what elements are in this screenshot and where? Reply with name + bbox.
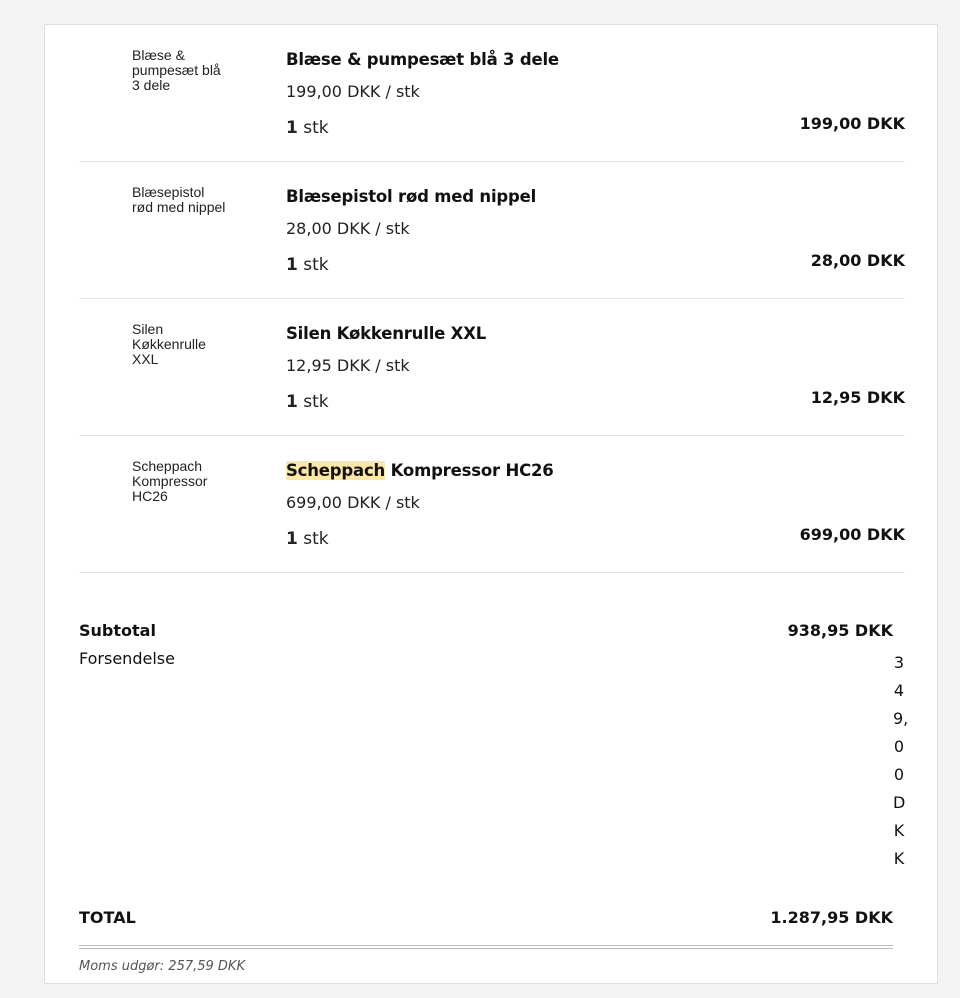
subtotal-value: 938,95 DKK [787,621,893,640]
quantity-unit: stk [303,118,329,138]
order-items-list [79,25,905,573]
quantity-unit: stk [303,529,329,549]
product-name-rest: Blæse & pumpesæt blå 3 dele [286,50,559,69]
product-name-rest: Kompressor HC26 [385,461,554,480]
quantity-unit: stk [303,392,329,412]
quantity-number: 1 [286,118,298,138]
quantity-number: 1 [286,529,298,549]
total-label: TOTAL [79,908,136,927]
unit-price: 28,00 DKK / stk [286,219,410,238]
total-value: 1.287,95 DKK [770,908,893,927]
unit-price: 699,00 DKK / stk [286,493,420,512]
product-name [286,50,559,69]
product-name [286,461,554,480]
total-divider [79,945,893,949]
quantity [286,118,329,138]
subtotal-label: Subtotal [79,621,156,640]
quantity [286,255,329,275]
product-name-rest: Blæsepistol rød med nippel [286,187,537,206]
order-summary-card [44,24,938,984]
quantity-unit: stk [303,255,329,275]
order-item [79,299,905,436]
product-image-alt: Blæse & pumpesæt blå 3 dele [132,47,221,93]
quantity-number: 1 [286,392,298,412]
product-image-alt: Silen Køkkenrulle XXL [132,321,206,367]
product-name-highlight: Scheppach [286,461,386,480]
shipping-label: Forsendelse [79,649,175,668]
product-image-alt: Scheppach Kompressor HC26 [132,458,208,504]
order-item [79,436,905,573]
vat-note: Moms udgør: 257,59 DKK [79,959,245,974]
line-total: 199,00 DKK [799,114,905,133]
quantity-number: 1 [286,255,298,275]
quantity [286,392,329,412]
order-item [79,162,905,299]
shipping-value: 349,00DKK [893,653,909,868]
quantity [286,529,329,549]
line-total: 699,00 DKK [799,525,905,544]
line-total: 12,95 DKK [810,388,905,407]
product-image-alt: Blæsepistol rød med nippel [132,184,226,215]
unit-price: 199,00 DKK / stk [286,82,420,101]
product-name [286,187,536,206]
product-name-rest: Silen Køkkenrulle XXL [286,324,487,343]
line-total: 28,00 DKK [810,251,905,270]
order-item [79,25,905,162]
product-name [286,324,486,343]
unit-price: 12,95 DKK / stk [286,356,410,375]
